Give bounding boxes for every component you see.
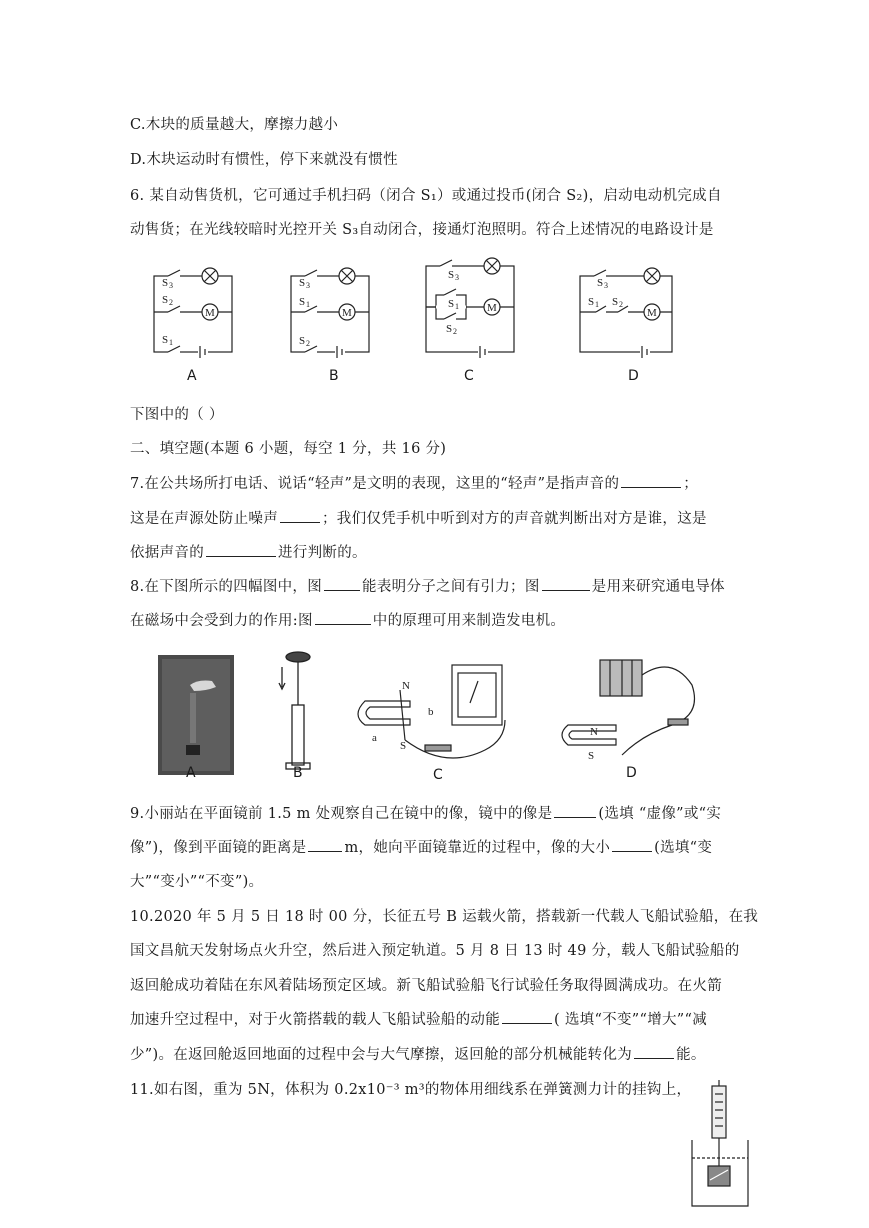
circuit-d [580, 268, 672, 358]
answer-blank[interactable] [502, 1009, 552, 1024]
q6-stem-line2: 动售货；在光线较暗时光控开关 S₃自动闭合，接通灯泡照明。符合上述情况的电路设计是 [130, 222, 714, 238]
svg-text:S: S [299, 296, 306, 308]
svg-text:S: S [588, 296, 595, 308]
svg-text:S: S [299, 335, 306, 347]
figure-b-apparatus [279, 652, 310, 769]
svg-text:N: N [590, 726, 598, 738]
svg-text:a: a [372, 732, 377, 744]
label-s2: S [162, 294, 169, 306]
circuit-c [426, 258, 514, 358]
figure-label-a: A [186, 765, 196, 781]
q10-line2: 国文昌航天发射场点火升空，然后进入预定轨道。5 月 8 日 13 时 49 分，载人飞船试验船的 [130, 943, 740, 959]
svg-text:S: S [299, 277, 306, 289]
q7-line3: 依据声音的 进行判断的。 [130, 541, 367, 562]
label-s1: S [162, 334, 169, 346]
answer-blank[interactable] [554, 803, 596, 818]
svg-text:2: 2 [453, 327, 457, 336]
svg-text:S: S [448, 298, 455, 310]
q8-experiment-figures [0, 645, 869, 785]
svg-text:M: M [487, 302, 497, 314]
svg-text:2: 2 [169, 298, 173, 307]
circuit-label-a: A [187, 368, 197, 384]
svg-text:3: 3 [306, 281, 310, 290]
svg-text:2: 2 [306, 339, 310, 348]
q9-line1: 9.小丽站在平面镜前 1.5 m 处观察自己在镜中的像，镜中的像是 (选填 “虚像”或“实 [130, 802, 721, 823]
answer-blank[interactable] [324, 576, 360, 591]
svg-text:S: S [448, 269, 455, 281]
q8-line1: 8.在下图所示的四幅图中，图 能表明分子之间有引力；图 是用来研究通电导体 [130, 575, 725, 596]
figure-label-c: C [433, 767, 443, 783]
q7-line2: 这是在声源处防止噪声 ；我们仅凭手机中听到对方的声音就判断出对方是谁，这是 [130, 507, 707, 528]
figure-a-photo [158, 655, 234, 775]
svg-text:b: b [428, 706, 434, 718]
circuit-label-d: D [628, 368, 639, 384]
q10-line4: 加速升空过程中，对于火箭搭载的载人飞船试验船的动能 ( 选填“不变”“增大”“减 [130, 1008, 707, 1029]
figure-label-b: B [293, 765, 303, 781]
svg-text:1: 1 [169, 338, 173, 347]
answer-blank[interactable] [621, 473, 681, 488]
svg-text:1: 1 [595, 300, 599, 309]
svg-text:3: 3 [455, 273, 459, 282]
q11-line1: 11.如右图，重为 5N，体积为 0.2x10⁻³ m³的物体用细线系在弹簧测力计的挂钩上， [130, 1082, 692, 1098]
svg-text:M: M [342, 307, 352, 319]
q6-tail: 下图中的（ ） [130, 407, 224, 423]
svg-text:M: M [647, 307, 657, 319]
svg-text:S: S [400, 740, 407, 752]
figure-label-d: D [626, 765, 637, 781]
figure-d-apparatus [562, 660, 695, 755]
q6-circuit-diagrams [0, 250, 869, 390]
section-heading: 二、填空题(本题 6 小题，每空 1 分，共 16 分) [130, 441, 447, 457]
q11-spring-scale-figure [682, 1080, 782, 1220]
svg-text:S: S [446, 323, 453, 335]
answer-blank[interactable] [206, 542, 276, 557]
q8-line2: 在磁场中会受到力的作用:图 中的原理可用来制造发电机。 [130, 609, 565, 630]
svg-text:1: 1 [455, 302, 459, 311]
q5-option-d: D.木块运动时有惯性，停下来就没有惯性 [130, 152, 398, 168]
svg-text:S: S [612, 296, 619, 308]
answer-blank[interactable] [315, 610, 371, 625]
q9-line2: 像”)，像到平面镜的距离是 m，她向平面镜靠近的过程中，像的大小 (选填“变 [130, 836, 712, 857]
circuit-label-c: C [464, 368, 474, 384]
answer-blank[interactable] [280, 508, 320, 523]
circuit-label-b: B [329, 368, 339, 384]
motor-label: M [205, 307, 215, 319]
q10-line3: 返回舱成功着陆在东风着陆场预定区域。新飞船试验船飞行试验任务取得圆满成功。在火箭 [130, 978, 722, 994]
q10-line1: 10.2020 年 5 月 5 日 18 时 00 分，长征五号 B 运载火箭，搭载新一代载人飞船试验船，在我 [130, 909, 759, 925]
q9-line3: 大”“变小”“不变”)。 [130, 874, 264, 890]
svg-text:N: N [402, 680, 410, 692]
answer-blank[interactable] [634, 1044, 674, 1059]
svg-text:3: 3 [604, 281, 608, 290]
svg-text:1: 1 [306, 300, 310, 309]
svg-text:3: 3 [169, 281, 173, 290]
answer-blank[interactable] [542, 576, 590, 591]
label-s3: S [162, 277, 169, 289]
answer-blank[interactable] [308, 837, 342, 852]
svg-text:2: 2 [619, 300, 623, 309]
q5-option-c: C.木块的质量越大，摩擦力越小 [130, 117, 339, 133]
answer-blank[interactable] [612, 837, 652, 852]
svg-text:S: S [597, 277, 604, 289]
q7-line1: 7.在公共场所打电话、说话“轻声”是文明的表现，这里的“轻声”是指声音的 ； [130, 472, 698, 493]
q10-line5: 少”)。在返回舱返回地面的过程中会与大气摩擦，返回舱的部分机械能转化为 能。 [130, 1043, 706, 1064]
q6-stem-line1: 6. 某自动售货机，它可通过手机扫码（闭合 S₁）或通过投币(闭合 S₂)，启动电动机完成自 [130, 188, 722, 204]
svg-text:S: S [588, 750, 595, 762]
